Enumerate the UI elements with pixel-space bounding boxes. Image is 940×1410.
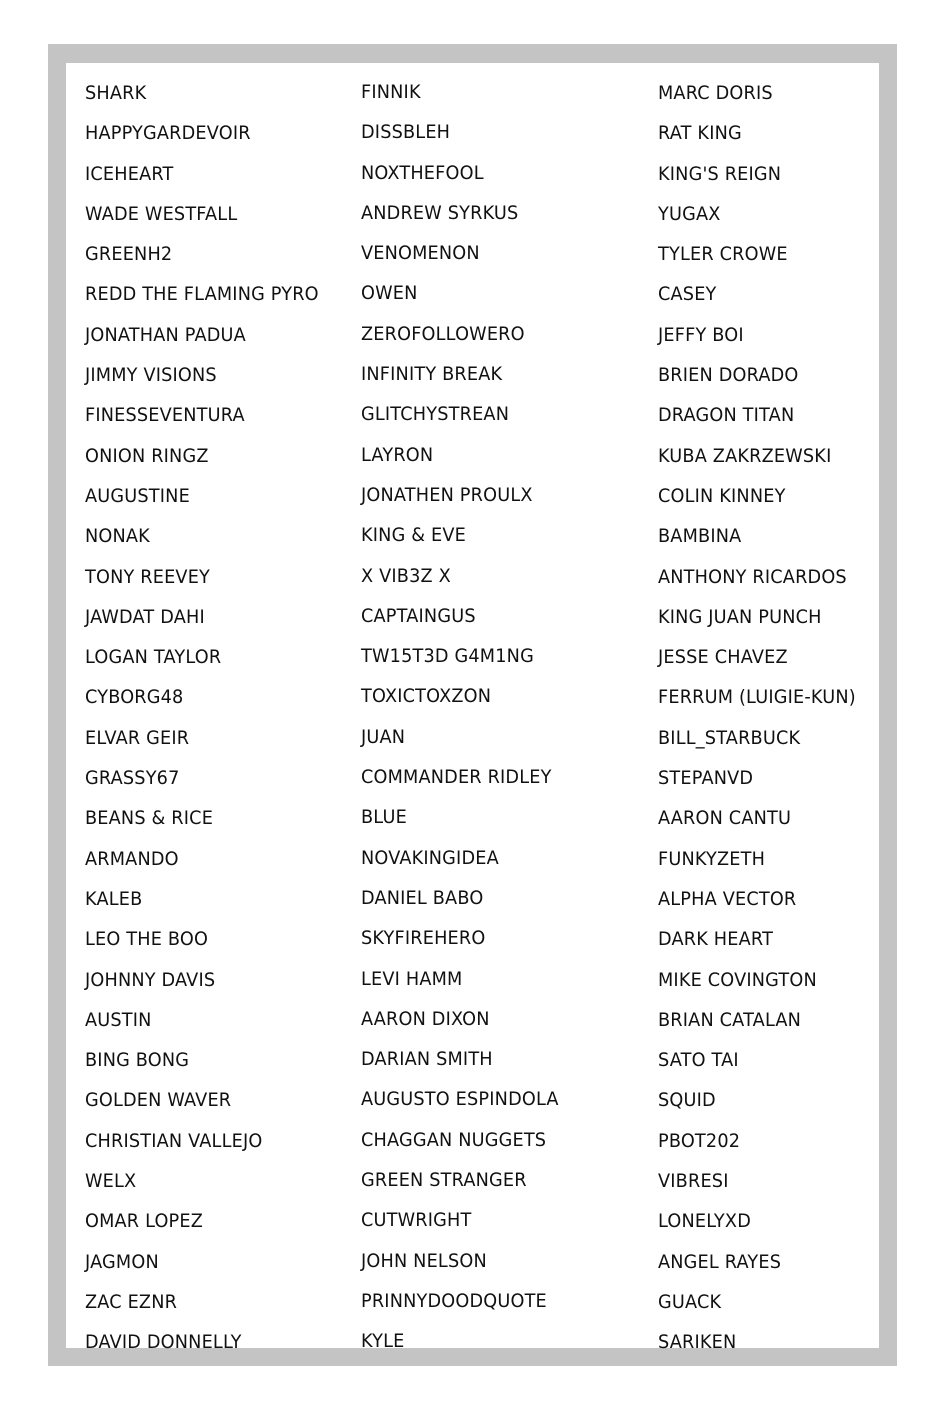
name-entry	[658, 323, 898, 366]
name-entry	[658, 887, 898, 930]
name-entry	[85, 648, 355, 688]
name-entry	[658, 124, 898, 164]
name-entry	[85, 366, 355, 406]
name-entry	[361, 967, 651, 1010]
name-entry	[658, 968, 898, 1011]
name-entry-text: DANIEL BABO	[361, 886, 484, 909]
name-entry-text: NOVAKINGIDEA	[361, 846, 499, 869]
name-entry-text: ANTHONY RICARDOS	[658, 565, 847, 588]
name-entry	[85, 245, 355, 285]
name-entry-text: OMAR LOPEZ	[85, 1210, 204, 1233]
name-entry-text: LONELYXD	[658, 1210, 751, 1233]
name-entry-text: JONATHEN PROULX	[361, 483, 533, 506]
name-entry-text: DRAGON TITAN	[658, 404, 795, 427]
name-entry-text: HAPPYGARDEVOIR	[85, 122, 251, 145]
name-entry	[658, 1129, 898, 1172]
name-entry	[658, 847, 898, 890]
name-entry-text: KYLE	[361, 1330, 405, 1353]
name-entry-text: ALPHA VECTOR	[658, 887, 797, 910]
name-entry-text: AARON CANTU	[658, 807, 792, 830]
name-entry-text: GRASSY67	[85, 767, 180, 790]
name-entry	[85, 124, 355, 164]
name-entry-text: LEVI HAMM	[361, 967, 463, 990]
name-entry	[85, 968, 355, 1011]
name-entry-text: CHAGGAN NUGGETS	[361, 1128, 547, 1151]
name-entry	[658, 1250, 898, 1293]
name-entry	[361, 1007, 651, 1050]
name-entry	[361, 1289, 651, 1332]
name-entry	[361, 1211, 651, 1251]
name-entry	[85, 1008, 355, 1051]
name-entry	[361, 443, 651, 486]
name-entry	[361, 564, 651, 607]
name-entry	[658, 484, 898, 527]
name-entry-text: CHRISTIAN VALLEJO	[85, 1129, 263, 1152]
name-entry-text: LOGAN TAYLOR	[85, 646, 222, 669]
name-entry	[361, 83, 651, 123]
name-entry-text: TW15T3D G4M1NG	[361, 645, 534, 668]
name-entry	[361, 647, 651, 687]
name-entry-text: DAVID DONNELLY	[85, 1331, 242, 1354]
name-entry-text: ONION RINGZ	[85, 444, 209, 467]
name-entry	[361, 929, 651, 969]
name-entry-text: X VIB3Z X	[361, 564, 451, 587]
name-entry	[361, 886, 651, 929]
name-entry-text: SHARK	[85, 82, 147, 104]
name-entry-text: VIBRESI	[658, 1170, 729, 1193]
name-entry	[85, 84, 355, 124]
name-entry	[361, 284, 651, 324]
name-entry	[85, 1333, 355, 1373]
name-entry	[85, 726, 355, 769]
name-entry	[85, 847, 355, 890]
name-entry	[85, 202, 355, 245]
name-entry-text: COMMANDER RIDLEY	[361, 766, 552, 789]
name-entry-text: ZAC EZNR	[85, 1290, 178, 1313]
name-entry-text: BRIEN DORADO	[658, 364, 799, 387]
name-entry	[361, 483, 651, 526]
name-entry-text: YUGAX	[658, 202, 721, 225]
name-entry	[85, 688, 355, 728]
name-entry-text: ANGEL RAYES	[658, 1250, 782, 1273]
name-entry-text: JEFFY BOI	[658, 323, 744, 346]
name-entry	[361, 725, 651, 768]
name-entry	[361, 405, 651, 445]
name-entry	[85, 323, 355, 366]
name-entry	[361, 365, 651, 405]
name-entry-text: GUACK	[658, 1290, 722, 1313]
name-entry	[361, 808, 651, 848]
name-entry-text: JAGMON	[85, 1250, 159, 1273]
name-entry-text: GREENH2	[85, 243, 173, 266]
name-entry-text: SQUID	[658, 1089, 716, 1112]
name-entry	[658, 1333, 898, 1373]
names-column-1	[85, 84, 355, 1374]
name-entry	[85, 1212, 355, 1252]
name-entry-text: AUGUSTINE	[85, 484, 190, 507]
name-entry	[85, 930, 355, 970]
name-entry-text: FINNIK	[361, 81, 421, 103]
name-entry-text: CAPTAINGUS	[361, 604, 476, 627]
name-entry-text: KING & EVE	[361, 524, 467, 547]
name-entry	[85, 1129, 355, 1172]
name-entry	[658, 285, 898, 325]
name-entry	[361, 1050, 651, 1090]
name-entry-text: WADE WESTFALL	[85, 202, 238, 225]
name-entry-text: CUTWRIGHT	[361, 1209, 472, 1232]
name-entry-text: KALEB	[85, 887, 143, 910]
name-entry	[361, 1090, 651, 1130]
name-entry-text: NONAK	[85, 525, 150, 548]
name-entry-text: STEPANVD	[658, 767, 754, 790]
name-entry-text: ANDREW SYRKUS	[361, 201, 519, 224]
name-entry-text: ICEHEART	[85, 162, 174, 185]
name-entry	[361, 846, 651, 889]
name-entry	[361, 687, 651, 727]
name-entry	[85, 406, 355, 446]
name-entry	[658, 444, 898, 487]
name-entry	[85, 1290, 355, 1333]
name-entry-text: FINESSEVENTURA	[85, 404, 245, 427]
name-entry-text: AARON DIXON	[361, 1007, 490, 1030]
name-entry	[85, 285, 355, 325]
name-entry	[658, 84, 898, 124]
name-entry-text: AUSTIN	[85, 1008, 152, 1031]
name-entry-text: MIKE COVINGTON	[658, 968, 817, 991]
name-entry-text: PBOT202	[658, 1129, 741, 1152]
name-entry-text: JUAN	[361, 725, 406, 748]
name-entry-text: KING'S REIGN	[658, 162, 782, 185]
names-column-2	[361, 83, 651, 1373]
name-entry-text: ARMANDO	[85, 847, 179, 870]
name-entry-text: GOLDEN WAVER	[85, 1089, 232, 1112]
name-entry	[658, 726, 898, 769]
name-entry-text: JESSE CHAVEZ	[658, 646, 788, 669]
name-entry	[361, 1171, 651, 1211]
name-entry-text: KING JUAN PUNCH	[658, 605, 822, 628]
name-entry	[361, 161, 651, 204]
name-entry-text: COLIN KINNEY	[658, 484, 786, 507]
name-entry	[85, 1172, 355, 1212]
name-entry	[658, 1212, 898, 1252]
name-entry	[85, 769, 355, 809]
name-entry	[658, 527, 898, 567]
name-entry	[361, 322, 651, 365]
name-entry-text: TYLER CROWE	[658, 243, 788, 266]
name-entry-text: BAMBINA	[658, 525, 742, 548]
name-entry	[658, 245, 898, 285]
name-entry-text: BEANS & RICE	[85, 807, 214, 830]
name-entry	[658, 769, 898, 809]
name-entry-text: JIMMY VISIONS	[85, 364, 217, 387]
name-entry	[85, 1250, 355, 1293]
name-entry-text: MARC DORIS	[658, 82, 773, 104]
name-entry	[658, 366, 898, 406]
name-entry	[361, 1128, 651, 1171]
name-entry-text: BING BONG	[85, 1049, 190, 1072]
name-entry	[658, 688, 898, 728]
name-entry	[85, 1091, 355, 1131]
name-entry-text: BRIAN CATALAN	[658, 1008, 802, 1031]
name-entry-text: RAT KING	[658, 122, 742, 145]
name-entry	[658, 162, 898, 205]
name-entry-text: AUGUSTO ESPINDOLA	[361, 1088, 559, 1111]
name-entry	[85, 565, 355, 608]
name-entry	[361, 768, 651, 808]
name-entry-text: SKYFIREHERO	[361, 927, 486, 950]
name-entry-text: BLUE	[361, 806, 407, 829]
name-entry	[658, 605, 898, 648]
name-entry	[361, 1249, 651, 1292]
name-entry-text: JONATHAN PADUA	[85, 323, 246, 346]
name-entry-text: VENOMENON	[361, 242, 480, 265]
name-entry-text: FUNKYZETH	[658, 847, 766, 870]
name-entry	[361, 1332, 651, 1372]
name-entry-text: SARIKEN	[658, 1331, 737, 1354]
name-entry	[658, 1008, 898, 1051]
name-entry-text: ZEROFOLLOWERO	[361, 322, 525, 345]
names-column-3	[658, 84, 898, 1374]
name-entry	[658, 1290, 898, 1333]
name-entry	[361, 201, 651, 244]
name-entry-text: DISSBLEH	[361, 121, 451, 144]
name-entry	[658, 648, 898, 688]
name-entry-text: OWEN	[361, 282, 418, 305]
name-entry-text: BILL_STARBUCK	[658, 726, 801, 749]
name-entry	[85, 162, 355, 205]
name-entry-text: NOXTHEFOOL	[361, 161, 484, 184]
name-entry	[658, 406, 898, 446]
name-entry	[658, 1091, 898, 1131]
name-entry-text: JOHNNY DAVIS	[85, 968, 216, 991]
name-entry	[85, 527, 355, 567]
name-entry	[85, 809, 355, 849]
name-entry-text: INFINITY BREAK	[361, 363, 503, 386]
name-entry-text: JAWDAT DAHI	[85, 605, 205, 628]
name-entry	[85, 484, 355, 527]
name-entry-text: PRINNYDOODQUOTE	[361, 1289, 547, 1312]
name-entry-text: TONY REEVEY	[85, 565, 211, 588]
name-entry-text: DARIAN SMITH	[361, 1048, 493, 1071]
name-entry-text: ELVAR GEIR	[85, 726, 190, 749]
name-entry-text: DARK HEART	[658, 928, 774, 951]
name-entry	[658, 202, 898, 245]
name-entry-text: JOHN NELSON	[361, 1249, 487, 1272]
name-entry-text: FERRUM (LUIGIE-KUN)	[658, 686, 856, 709]
name-entry-text: LEO THE BOO	[85, 928, 209, 951]
name-entry	[361, 526, 651, 566]
name-entry	[658, 1172, 898, 1212]
name-entry-text: GLITCHYSTREAN	[361, 403, 510, 426]
name-entry	[658, 809, 898, 849]
name-entry	[658, 930, 898, 970]
name-entry-text: SATO TAI	[658, 1049, 739, 1072]
name-entry-text: LAYRON	[361, 443, 434, 466]
name-entry-text: CYBORG48	[85, 686, 184, 709]
name-entry	[361, 244, 651, 284]
name-entry-text: WELX	[85, 1170, 137, 1193]
name-entry-text: GREEN STRANGER	[361, 1169, 527, 1192]
name-entry	[658, 565, 898, 608]
name-entry-text: KUBA ZAKRZEWSKI	[658, 444, 832, 467]
name-entry-text: REDD THE FLAMING PYRO	[85, 283, 319, 306]
name-entry	[361, 123, 651, 163]
name-entry	[361, 604, 651, 647]
name-entry-text: CASEY	[658, 283, 717, 306]
name-entry	[85, 605, 355, 648]
name-entry	[85, 887, 355, 930]
name-entry	[85, 1051, 355, 1091]
name-entry	[658, 1051, 898, 1091]
name-entry-text: TOXICTOXZON	[361, 685, 492, 708]
name-entry	[85, 444, 355, 487]
